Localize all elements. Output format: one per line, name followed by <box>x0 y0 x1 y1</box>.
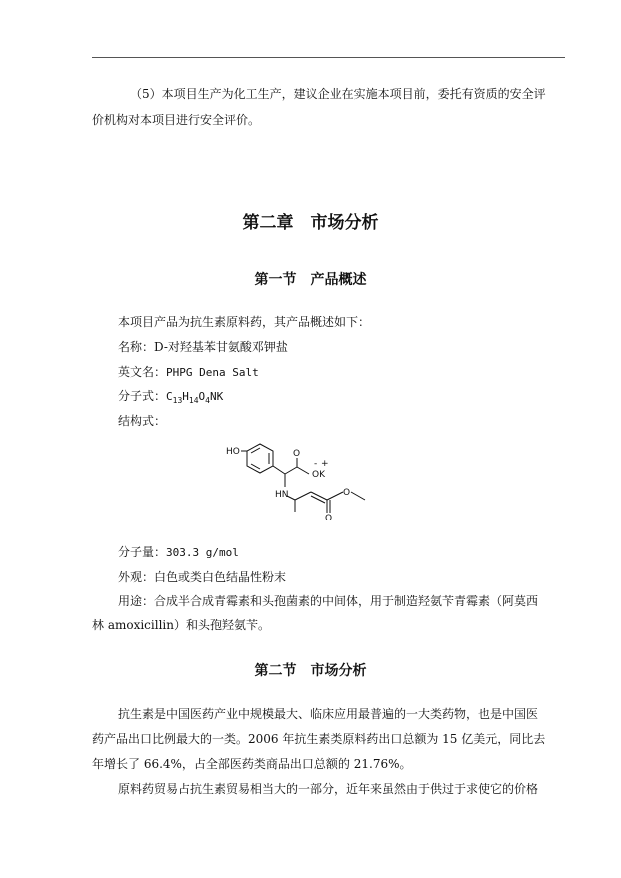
chapter-title: 第二章 市场分析 <box>242 213 379 233</box>
market-para-1-line-2: 药产品出口比例最大的一类。2006 年抗生素类原料药出口总额为 15 亿美元，同比去 <box>92 732 546 746</box>
formula-label: 分子式： <box>118 389 167 403</box>
structure-label: 结构式： <box>118 414 167 428</box>
formula-value: $C_{13}H_{14}O_4NK$ <box>166 390 224 405</box>
section-2-title: 第二节 市场分析 <box>254 663 367 679</box>
methoxy-o-label: O <box>343 488 351 498</box>
carbonyl-o-label: O <box>293 449 301 459</box>
intro-line-1: （5）本项目生产为化工生产，建议企业在实施本项目前，委托有资质的安全评 <box>130 87 546 101</box>
usage-line-1: 用途：合成半合成青霉素和头孢菌素的中间体，用于制造羟氨苄青霉素（阿莫西 <box>118 594 539 608</box>
ho-label: HO <box>226 447 240 457</box>
market-para-1-line-3: 年增长了 66.4%，占全部医药类商品出口总额的 21.76%。 <box>92 757 412 771</box>
product-name-value: D-对羟基苯甘氨酸邓钾盐 <box>154 340 288 354</box>
minus-sign: - <box>314 459 318 469</box>
chemical-structure <box>225 440 390 520</box>
product-intro: 本项目产品为抗生素原料药，其产品概述如下： <box>118 315 371 329</box>
english-name-value: PHPG Dena Salt <box>166 366 259 379</box>
english-name-label: 英文名： <box>118 365 167 379</box>
plus-sign: + <box>321 459 329 469</box>
molecular-formula <box>118 389 223 404</box>
appearance: 外观：白色或类白色结晶性粉末 <box>118 570 287 584</box>
ok-label: OK <box>312 470 325 480</box>
intro-line-2: 价机构对本项目进行安全评价。 <box>92 113 261 127</box>
molecular-weight <box>118 545 239 560</box>
ester-o-label: O <box>325 514 333 520</box>
hn-label: HN <box>275 490 289 500</box>
header-rule <box>92 57 565 58</box>
market-para-2-line-1: 原料药贸易占抗生素贸易相当大的一部分，近年来虽然由于供过于求使它的价格 <box>118 782 539 796</box>
product-name <box>118 340 288 355</box>
market-para-1-line-1: 抗生素是中国医药产业中规模最大、临床应用最普遍的一大类药物，也是中国医 <box>118 707 539 721</box>
english-name <box>118 365 259 380</box>
section-1-title: 第一节 产品概述 <box>254 272 367 288</box>
product-name-label: 名称： <box>118 340 155 354</box>
mw-value: 303.3 g/mol <box>166 546 239 559</box>
mw-label: 分子量： <box>118 545 167 559</box>
usage-line-2: 林 amoxicillin）和头孢羟氨苄。 <box>92 618 270 632</box>
